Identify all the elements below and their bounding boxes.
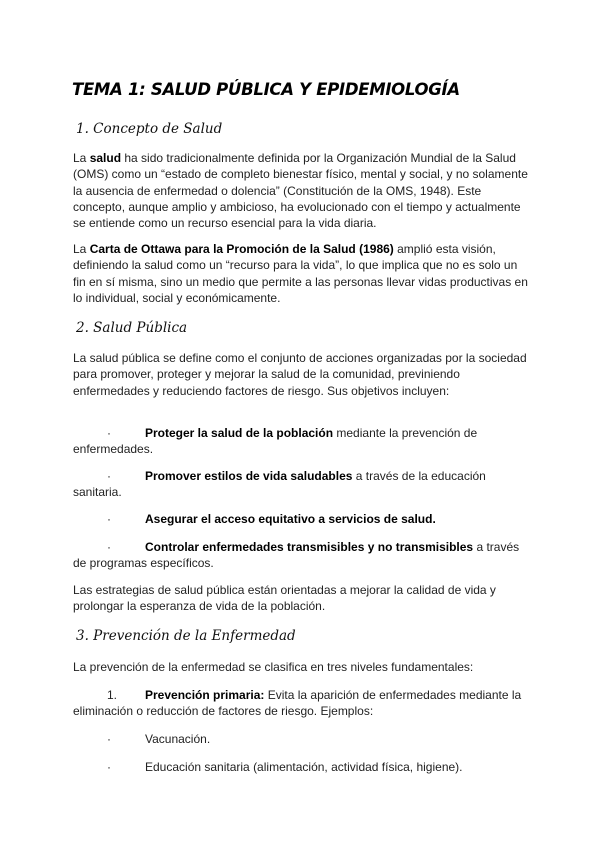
- list-item-text: a través de programas específicos.: [73, 540, 520, 571]
- bold-term-salud: salud: [89, 151, 122, 165]
- list-item: [73, 468, 533, 501]
- list-item: [73, 759, 533, 775]
- number-marker: 1.: [107, 688, 118, 702]
- list-item-bold: Asegurar el acceso equitativo a servicios de salud.: [145, 512, 436, 526]
- bullet-marker: ·: [107, 760, 111, 774]
- bullet-marker: ·: [107, 426, 111, 440]
- list-item: [73, 511, 533, 527]
- list-item-bold: Controlar enfermedades transmisibles y no transmisibles: [145, 540, 474, 554]
- paragraph-definicion-salud: [73, 150, 533, 231]
- document-title: TEMA 1: SALUD PÚBLICA Y EPIDEMIOLOGÍA: [72, 80, 460, 99]
- paragraph-salud-publica-intro: La salud pública se define como el conjunto de acciones organizadas por la sociedad para promover, proteger y mejorar la salud de la comunidad, previniendo enfermedades y reduciendo factores de riesgo. Sus objetivos incluyen:: [73, 351, 527, 398]
- text-run: ha sido tradicionalmente definida por la Organización Mundial de la Salud (OMS) como un “estado de completo bienestar físico, mental y social, y no solamente la ausencia de enfermedad o dolencia” (Constitución de la OMS, 1948). Este concepto, aunque amplio y ambicioso, ha evolucionado con el tiempo y actualmente se entiende como un recurso esencial para la vida diaria.: [73, 151, 528, 231]
- section-heading-salud-publica: 2. Salud Pública: [76, 320, 188, 336]
- list-item-text: Vacunación.: [145, 732, 211, 746]
- numbered-item-bold: Prevención primaria:: [145, 688, 265, 702]
- bullet-marker: ·: [107, 540, 111, 554]
- text-run: amplió esta visión, definiendo la salud como un “recurso para la vida”, lo que implica que no es solo un fin en sí misma, sino un medio que permite a las personas llevar vidas productivas en lo individual, social y económicamente.: [73, 242, 528, 305]
- text-run: La: [73, 242, 90, 256]
- list-item: [73, 539, 533, 572]
- list-item: [73, 731, 533, 747]
- bullet-marker: ·: [107, 732, 111, 746]
- list-item: [73, 425, 533, 458]
- list-item-bold: Promover estilos de vida saludables: [145, 469, 353, 483]
- paragraph-prevencion-intro: La prevención de la enfermedad se clasifica en tres niveles fundamentales:: [73, 660, 474, 674]
- list-item-text: mediante la prevención de enfermedades.: [73, 426, 478, 457]
- list-item-bold: Proteger la salud de la población: [145, 426, 334, 440]
- section-heading-concepto-salud: 1. Concepto de Salud: [76, 121, 223, 137]
- paragraph-carta-ottawa: [73, 241, 533, 306]
- bold-term-carta-ottawa: Carta de Ottawa para la Promoción de la Salud (1986): [89, 242, 394, 256]
- list-item-text: Educación sanitaria (alimentación, actividad física, higiene).: [145, 760, 463, 774]
- section-heading-prevencion: 3. Prevención de la Enfermedad: [76, 628, 296, 644]
- list-item-text: a través de la educación sanitaria.: [73, 469, 486, 500]
- bullet-marker: ·: [107, 469, 111, 483]
- paragraph-salud-publica-outro: Las estrategias de salud pública están orientadas a mejorar la calidad de vida y prolongar la esperanza de vida de la población.: [73, 583, 496, 614]
- numbered-item-text: Evita la aparición de enfermedades mediante la eliminación o reducción de factores de riesgo. Ejemplos:: [73, 688, 522, 719]
- text-run: La: [73, 151, 90, 165]
- numbered-item: [73, 687, 533, 720]
- bullet-marker: ·: [107, 512, 111, 526]
